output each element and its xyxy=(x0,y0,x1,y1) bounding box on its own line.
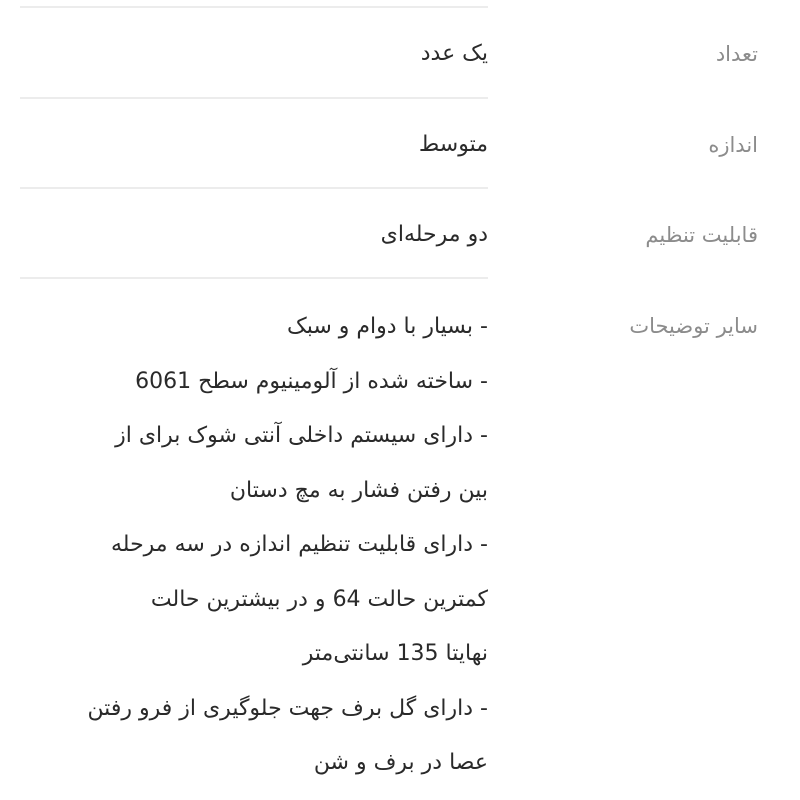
description-line: - دارای سیستم داخلی آنتی شوک برای از xyxy=(115,423,488,448)
divider xyxy=(20,187,488,189)
spec-label-adjustability: قابلیت تنظیم xyxy=(645,223,758,247)
description-line: - ساخته شده از آلومینیوم سطح 6061 xyxy=(135,368,488,394)
divider xyxy=(20,97,488,99)
spec-label-size: اندازه xyxy=(708,133,758,157)
description-line: - بسیار با دوام و سبک xyxy=(287,314,488,339)
description-line: بین رفتن فشار به مچ دستان xyxy=(229,477,488,503)
spec-value-other xyxy=(18,300,488,791)
spec-label-other: سایر توضیحات xyxy=(629,314,758,338)
description-line: عصا در برف و شن xyxy=(313,750,488,775)
description-line: - دارای قابلیت تنظیم اندازه در سه مرحله xyxy=(110,532,488,557)
spec-label-count: تعداد xyxy=(715,42,758,66)
description-line: - دارای گل برف جهت جلوگیری از فرو رفتن xyxy=(87,695,488,721)
description-line: نهایتا 135 سانتی‌متر xyxy=(302,641,488,666)
divider xyxy=(20,6,488,8)
divider xyxy=(20,277,488,279)
spec-value-adjustability: دو مرحله‌ای xyxy=(380,222,488,247)
description-line: کمترین حالت 64 و در بیشترین حالت xyxy=(150,586,488,612)
spec-value-size: متوسط xyxy=(418,132,488,157)
spec-value-count: یک عدد xyxy=(420,41,488,66)
